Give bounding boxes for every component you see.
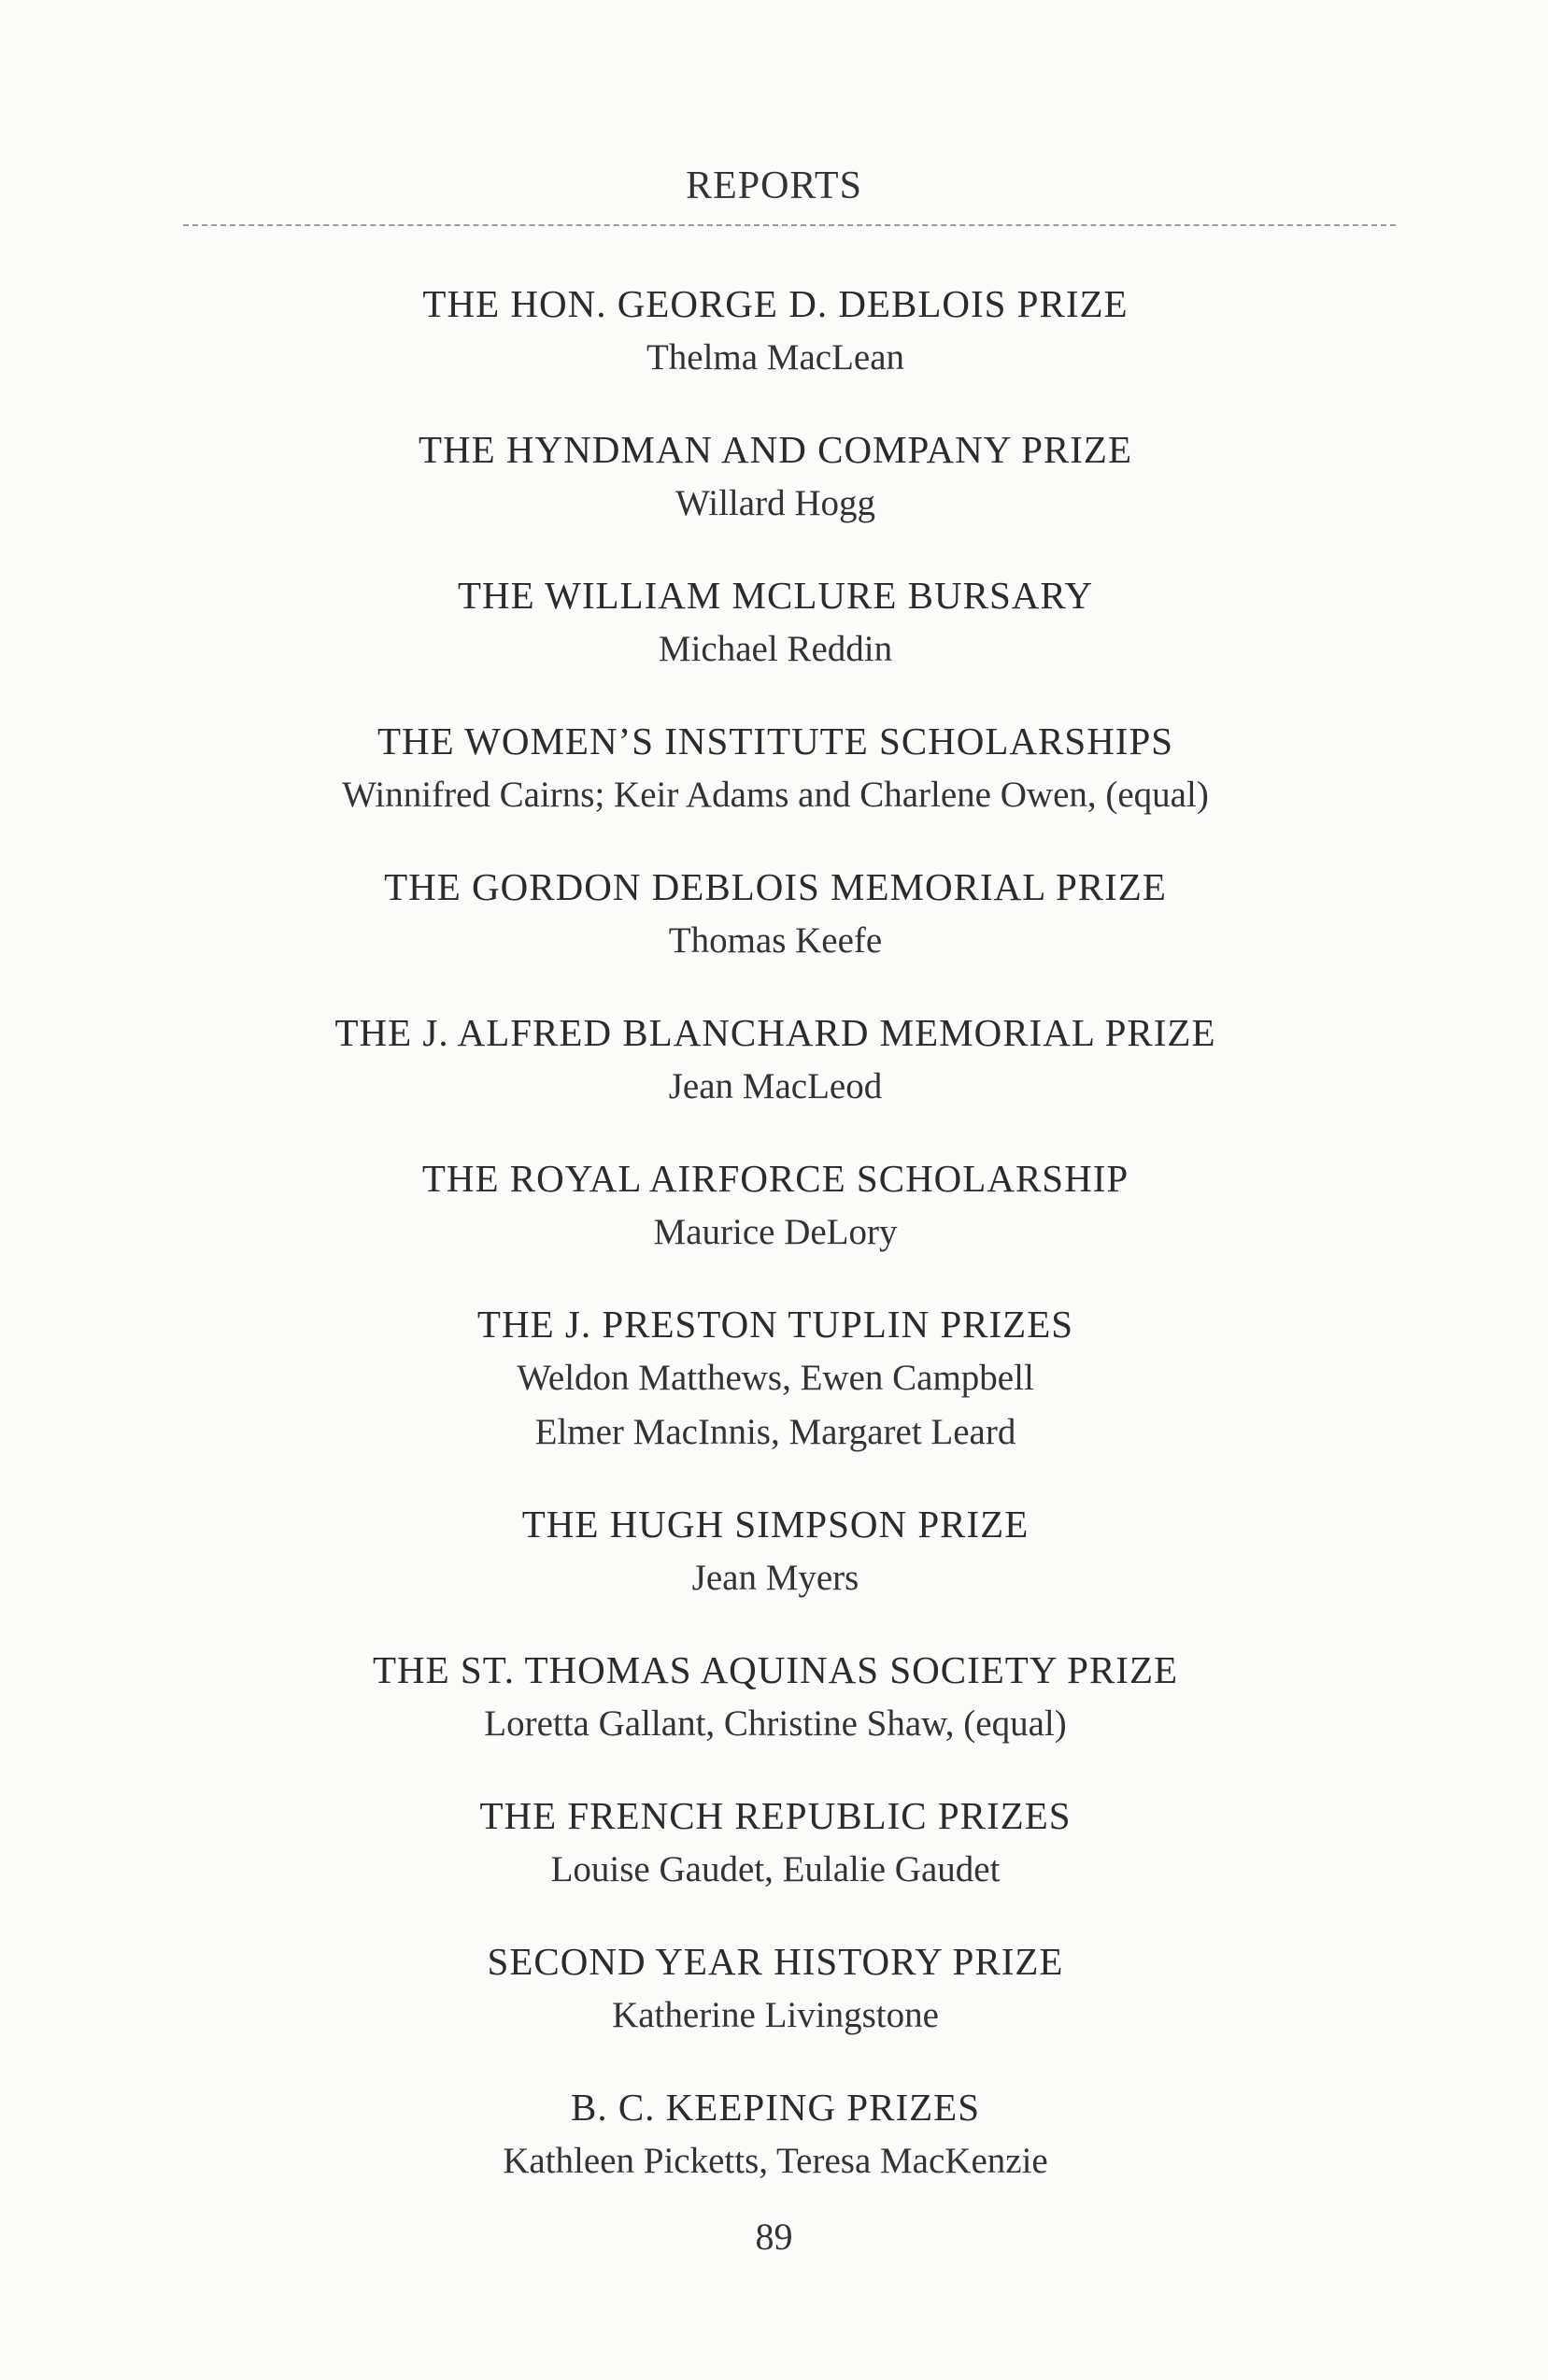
award-title: THE WOMEN’S INSTITUTE SCHOLARSHIPS	[376, 720, 1174, 762]
header-rule	[183, 224, 1396, 226]
award-entry	[149, 1497, 1401, 1605]
award-recipient: Louise Gaudet, Eulalie Gaudet	[550, 1849, 1001, 1889]
award-title: SECOND YEAR HISTORY PRIZE	[487, 1940, 1064, 1983]
award-recipient: Katherine Livingstone	[612, 1995, 939, 2035]
awards-list	[149, 277, 1401, 2226]
running-head: REPORTS	[686, 164, 862, 207]
award-title: THE ST. THOMAS AQUINAS SOCIETY PRIZE	[372, 1648, 1179, 1691]
award-entry	[149, 714, 1401, 822]
award-recipient: Thelma MacLean	[646, 337, 905, 378]
award-entry	[149, 568, 1401, 677]
award-title: THE HON. GEORGE D. DEBLOIS PRIZE	[422, 282, 1129, 325]
award-entry	[149, 422, 1401, 531]
award-recipient: Michael Reddin	[658, 629, 893, 669]
award-title: THE J. ALFRED BLANCHARD MEMORIAL PRIZE	[334, 1011, 1216, 1054]
award-recipient: Thomas Keefe	[668, 920, 883, 961]
award-entry	[149, 1934, 1401, 2043]
award-recipient: Loretta Gallant, Christine Shaw, (equal)	[484, 1703, 1067, 1744]
award-entry	[149, 1005, 1401, 1114]
award-recipient: Winnifred Cairns; Keir Adams and Charlene Owen, (equal)	[342, 775, 1209, 815]
award-title: THE HYNDMAN AND COMPANY PRIZE	[418, 428, 1133, 471]
award-entry	[149, 277, 1401, 385]
award-entry	[149, 1297, 1401, 1460]
page-number: 89	[755, 2216, 793, 2258]
award-recipient: Jean MacLeod	[668, 1066, 883, 1106]
award-title: THE WILLIAM MCLURE BURSARY	[457, 574, 1094, 617]
award-recipient: Jean Myers	[691, 1558, 859, 1598]
award-recipient: Weldon Matthews, Ewen Campbell	[517, 1358, 1034, 1398]
award-title: THE FRENCH REPUBLIC PRIZES	[479, 1794, 1072, 1837]
award-entry	[149, 860, 1401, 968]
award-entry	[149, 2080, 1401, 2188]
award-title: THE ROYAL AIRFORCE SCHOLARSHIP	[421, 1157, 1129, 1200]
award-recipient: Willard Hogg	[675, 483, 875, 523]
award-entry	[149, 1643, 1401, 1751]
award-title: THE GORDON DEBLOIS MEMORIAL PRIZE	[384, 865, 1167, 908]
award-title: B. C. KEEPING PRIZES	[570, 2086, 980, 2129]
award-recipient: Maurice DeLory	[653, 1212, 898, 1252]
award-entry	[149, 1151, 1401, 1260]
award-recipient: Elmer MacInnis, Margaret Leard	[534, 1412, 1016, 1452]
award-recipient: Kathleen Picketts, Teresa MacKenzie	[503, 2141, 1048, 2181]
award-entry	[149, 1789, 1401, 1897]
award-title: THE J. PRESTON TUPLIN PRIZES	[476, 1303, 1074, 1346]
award-title: THE HUGH SIMPSON PRIZE	[521, 1503, 1030, 1546]
